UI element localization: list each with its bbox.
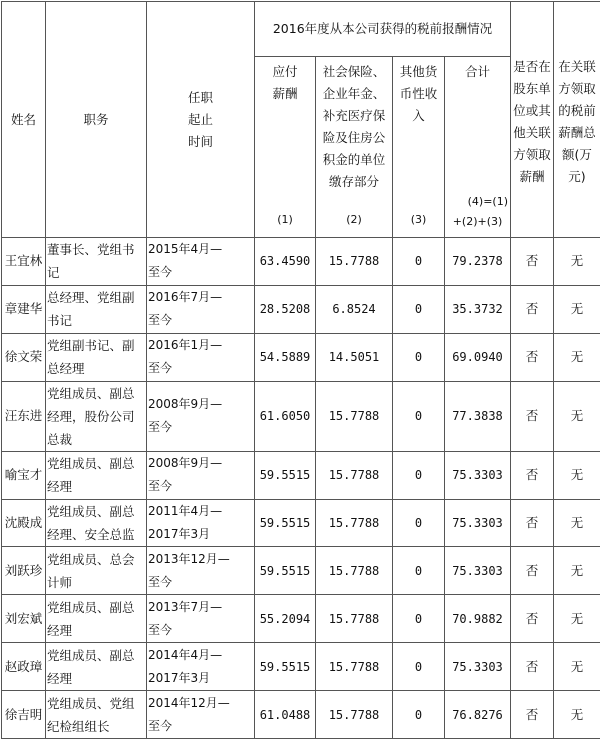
cell-insurance: 15.7788 bbox=[316, 451, 393, 499]
header-total bbox=[445, 57, 511, 238]
compensation-table bbox=[1, 1, 600, 739]
cell-other: 0 bbox=[393, 238, 445, 286]
cell-related: 无 bbox=[554, 451, 600, 499]
cell-insurance: 15.7788 bbox=[316, 691, 393, 739]
header-shareholder bbox=[511, 2, 554, 238]
cell-related: 无 bbox=[554, 238, 600, 286]
cell-salary: 59.5515 bbox=[255, 643, 316, 691]
table-row bbox=[2, 285, 600, 333]
header-group: 2016年度从本公司获得的税前报酬情况 bbox=[255, 2, 511, 57]
cell-name: 喻宝才 bbox=[2, 451, 46, 499]
cell-related: 无 bbox=[554, 595, 600, 643]
cell-total: 75.3303 bbox=[445, 643, 511, 691]
cell-shareholder: 否 bbox=[511, 333, 554, 381]
header-other bbox=[393, 57, 445, 238]
header-related-total bbox=[554, 2, 600, 238]
cell-total: 75.3303 bbox=[445, 451, 511, 499]
header-total-formula-1: (4)=(1) bbox=[468, 191, 508, 213]
cell-other: 0 bbox=[393, 643, 445, 691]
cell-insurance: 15.7788 bbox=[316, 595, 393, 643]
header-insurance bbox=[316, 57, 393, 238]
header-term-text: 任职起止时间 bbox=[187, 87, 213, 153]
term-end: 至今 bbox=[148, 309, 254, 332]
cell-position: 总经理、党组副书记 bbox=[46, 285, 147, 333]
cell-term bbox=[147, 381, 255, 451]
header-related-total-text: 在关联方领取的税前薪酬总额(万元) bbox=[558, 52, 597, 188]
cell-position: 党组成员、副总经理，股份公司总裁 bbox=[46, 381, 147, 451]
table-row bbox=[2, 499, 600, 547]
cell-shareholder: 否 bbox=[511, 547, 554, 595]
cell-position: 党组成员、总会计师 bbox=[46, 547, 147, 595]
cell-shareholder: 否 bbox=[511, 285, 554, 333]
cell-shareholder: 否 bbox=[511, 381, 554, 451]
header-other-number: (3) bbox=[393, 209, 444, 231]
cell-salary: 63.4590 bbox=[255, 238, 316, 286]
cell-name: 徐吉明 bbox=[2, 691, 46, 739]
term-start: 2013年7月— bbox=[148, 596, 254, 619]
cell-position: 董事长、党组书记 bbox=[46, 238, 147, 286]
cell-related: 无 bbox=[554, 499, 600, 547]
header-insurance-text: 社会保险、企业年金、补充医疗保险及住房公积金的单位缴存部分 bbox=[322, 61, 386, 193]
cell-name: 王宜林 bbox=[2, 238, 46, 286]
cell-position: 党组成员、副总经理、安全总监 bbox=[46, 499, 147, 547]
term-start: 2014年4月— bbox=[148, 644, 254, 667]
table-row bbox=[2, 691, 600, 739]
table-row bbox=[2, 643, 600, 691]
cell-term bbox=[147, 285, 255, 333]
cell-total: 69.0940 bbox=[445, 333, 511, 381]
cell-other: 0 bbox=[393, 499, 445, 547]
cell-total: 77.3838 bbox=[445, 381, 511, 451]
term-start: 2015年4月— bbox=[148, 238, 254, 261]
cell-insurance: 15.7788 bbox=[316, 643, 393, 691]
term-end: 至今 bbox=[148, 357, 254, 380]
cell-related: 无 bbox=[554, 643, 600, 691]
cell-related: 无 bbox=[554, 381, 600, 451]
term-end: 至今 bbox=[148, 715, 254, 738]
cell-total: 35.3732 bbox=[445, 285, 511, 333]
cell-insurance: 6.8524 bbox=[316, 285, 393, 333]
cell-other: 0 bbox=[393, 595, 445, 643]
cell-total: 70.9882 bbox=[445, 595, 511, 643]
term-start: 2011年4月— bbox=[148, 500, 254, 523]
header-insurance-number: (2) bbox=[316, 209, 392, 231]
cell-term bbox=[147, 238, 255, 286]
cell-name: 章建华 bbox=[2, 285, 46, 333]
cell-shareholder: 否 bbox=[511, 499, 554, 547]
cell-total: 75.3303 bbox=[445, 499, 511, 547]
cell-position: 党组成员、副总经理 bbox=[46, 595, 147, 643]
term-end: 至今 bbox=[148, 475, 254, 498]
header-term bbox=[147, 2, 255, 238]
cell-other: 0 bbox=[393, 451, 445, 499]
term-start: 2008年9月— bbox=[148, 393, 254, 416]
header-total-formula-2: +(2)+(3) bbox=[445, 211, 510, 233]
term-start: 2008年9月— bbox=[148, 452, 254, 475]
term-end: 至今 bbox=[148, 571, 254, 594]
cell-salary: 59.5515 bbox=[255, 451, 316, 499]
cell-name: 汪东进 bbox=[2, 381, 46, 451]
cell-insurance: 15.7788 bbox=[316, 499, 393, 547]
header-total-text: 合计 bbox=[445, 57, 510, 83]
cell-position: 党组成员、党组纪检组组长 bbox=[46, 691, 147, 739]
cell-other: 0 bbox=[393, 333, 445, 381]
cell-related: 无 bbox=[554, 547, 600, 595]
cell-name: 赵政璋 bbox=[2, 643, 46, 691]
cell-term bbox=[147, 451, 255, 499]
cell-term bbox=[147, 691, 255, 739]
cell-related: 无 bbox=[554, 691, 600, 739]
table-row bbox=[2, 238, 600, 286]
cell-shareholder: 否 bbox=[511, 238, 554, 286]
cell-name: 刘宏斌 bbox=[2, 595, 46, 643]
cell-shareholder: 否 bbox=[511, 451, 554, 499]
cell-total: 75.3303 bbox=[445, 547, 511, 595]
cell-salary: 61.0488 bbox=[255, 691, 316, 739]
cell-shareholder: 否 bbox=[511, 643, 554, 691]
term-end: 至今 bbox=[148, 416, 254, 439]
cell-salary: 61.6050 bbox=[255, 381, 316, 451]
cell-insurance: 15.7788 bbox=[316, 381, 393, 451]
header-salary bbox=[255, 57, 316, 238]
cell-name: 徐文荣 bbox=[2, 333, 46, 381]
cell-name: 沈殿成 bbox=[2, 499, 46, 547]
cell-term bbox=[147, 547, 255, 595]
table-row bbox=[2, 381, 600, 451]
cell-term bbox=[147, 643, 255, 691]
cell-salary: 54.5889 bbox=[255, 333, 316, 381]
header-salary-text: 应付薪酬 bbox=[272, 61, 298, 105]
cell-salary: 59.5515 bbox=[255, 547, 316, 595]
term-end: 至今 bbox=[148, 261, 254, 284]
term-start: 2013年12月— bbox=[148, 548, 254, 571]
header-other-text: 其他货币性收入 bbox=[399, 61, 438, 127]
cell-position: 党组成员、副总经理 bbox=[46, 451, 147, 499]
table-row bbox=[2, 333, 600, 381]
term-start: 2016年7月— bbox=[148, 286, 254, 309]
cell-name: 刘跃珍 bbox=[2, 547, 46, 595]
cell-term bbox=[147, 333, 255, 381]
term-start: 2016年1月— bbox=[148, 334, 254, 357]
header-position: 职务 bbox=[46, 2, 147, 238]
header-shareholder-text: 是否在股东单位或其他关联方领取薪酬 bbox=[513, 52, 552, 188]
cell-term bbox=[147, 595, 255, 643]
term-end: 2017年3月 bbox=[148, 667, 254, 690]
cell-position: 党组副书记、副总经理 bbox=[46, 333, 147, 381]
header-name: 姓名 bbox=[2, 2, 46, 238]
cell-related: 无 bbox=[554, 285, 600, 333]
cell-salary: 59.5515 bbox=[255, 499, 316, 547]
cell-other: 0 bbox=[393, 547, 445, 595]
table-row bbox=[2, 595, 600, 643]
term-end: 2017年3月 bbox=[148, 523, 254, 546]
header-salary-number: (1) bbox=[255, 209, 315, 231]
cell-position: 党组成员、副总经理 bbox=[46, 643, 147, 691]
cell-other: 0 bbox=[393, 381, 445, 451]
term-end: 至今 bbox=[148, 619, 254, 642]
cell-other: 0 bbox=[393, 285, 445, 333]
table-row bbox=[2, 547, 600, 595]
term-start: 2014年12月— bbox=[148, 692, 254, 715]
cell-shareholder: 否 bbox=[511, 595, 554, 643]
cell-term bbox=[147, 499, 255, 547]
cell-total: 79.2378 bbox=[445, 238, 511, 286]
table-row bbox=[2, 451, 600, 499]
cell-insurance: 15.7788 bbox=[316, 547, 393, 595]
cell-insurance: 15.7788 bbox=[316, 238, 393, 286]
cell-total: 76.8276 bbox=[445, 691, 511, 739]
cell-other: 0 bbox=[393, 691, 445, 739]
cell-salary: 55.2094 bbox=[255, 595, 316, 643]
cell-related: 无 bbox=[554, 333, 600, 381]
cell-insurance: 14.5051 bbox=[316, 333, 393, 381]
cell-shareholder: 否 bbox=[511, 691, 554, 739]
cell-salary: 28.5208 bbox=[255, 285, 316, 333]
